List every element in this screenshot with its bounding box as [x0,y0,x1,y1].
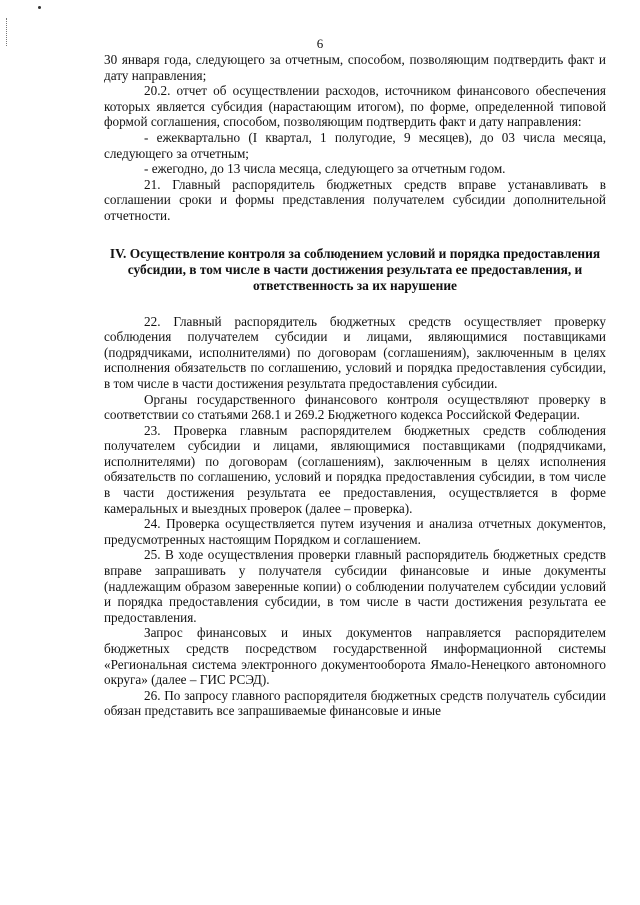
paragraph-21: 21. Главный распорядитель бюджетных средств вправе устанавливать в соглашении сроки и формы представления получателем субсидии дополнительной отчетности. [104,176,606,223]
paragraph-26: 26. По запросу главного распорядителя бюджетных средств получатель субсидии обязан представить все запрашиваемые финансовые и иные [104,687,606,719]
section-title: IV. Осуществление контроля за соблюдением условий и порядка предоставления субсидии, в том числе в части достижения результата ее предоставления, и ответственность за их нарушение [109,245,601,293]
paragraph-22: 22. Главный распорядитель бюджетных средств осуществляет проверку соблюдения получателем субсидии и лицами, являющимися поставщиками (подрядчиками, исполнителями) по договорам (соглашениям), заключенным в целях исполнения обязательств по соглашению, условий и порядка предоставления субсидии, в том числе в части достижения результата предоставления субсидии. [104,313,606,391]
paragraph-24: 24. Проверка осуществляется путем изучения и анализа отчетных документов, предусмотренных настоящим Порядком и соглашением. [104,516,606,547]
paragraph-financial-control: Органы государственного финансового контроля осуществляют проверку в соответствии со статьями 268.1 и 269.2 Бюджетного кодекса Российской Федерации. [104,391,606,423]
scan-dot-mark [38,6,41,9]
paragraph-request: Запрос финансовых и иных документов направляется распорядителем бюджетных средств посредством государственной информационной системы «Региональная система электронного документооборота Ямало-Ненецкого автономного округа» (далее – ГИС РСЭД). [104,625,606,688]
list-item-quarterly: - ежеквартально (I квартал, 1 полугодие, 9 месяцев), до 03 числа месяца, следующего за отчетным; [104,129,606,161]
paragraph-25: 25. В ходе осуществления проверки главный распорядитель бюджетных средств вправе запрашивать у получателя субсидии финансовые и иные документы (надлежащим образом заверенные копии) о соблюдении получателем субсидии условий и порядка предоставления субсидии, в том числе в части достижения результата ее предоставления. [104,547,606,625]
paragraph-continuation: 30 января года, следующего за отчетным, способом, позволяющим подтвердить факт и дату направления; [104,52,606,83]
list-item-yearly: - ежегодно, до 13 числа месяца, следующего за отчетным годом. [144,161,506,177]
paragraph-23: 23. Проверка главным распорядителем бюджетных средств соблюдения получателем субсидии и лицами, являющимися поставщиками (подрядчиками, исполнителями) по договорам (соглашениям), заключенным в целях исполнения обязательств по соглашению, условий и порядка предоставления субсидии, в том числе в части достижения результата ее предоставления, осуществляется в форме камеральных и выездных проверок (далее – проверка). [104,422,606,516]
section-heading-iv [104,246,606,294]
page-number: 6 [316,36,324,51]
paragraph-20-2: 20.2. отчет об осуществлении расходов, источником финансового обеспечения которых является субсидия (нарастающим итогом), по форме, определенной типовой формой соглашения, способом, позволяющим подтвердить факт и дату направления: [104,83,606,130]
document-body [104,52,606,719]
